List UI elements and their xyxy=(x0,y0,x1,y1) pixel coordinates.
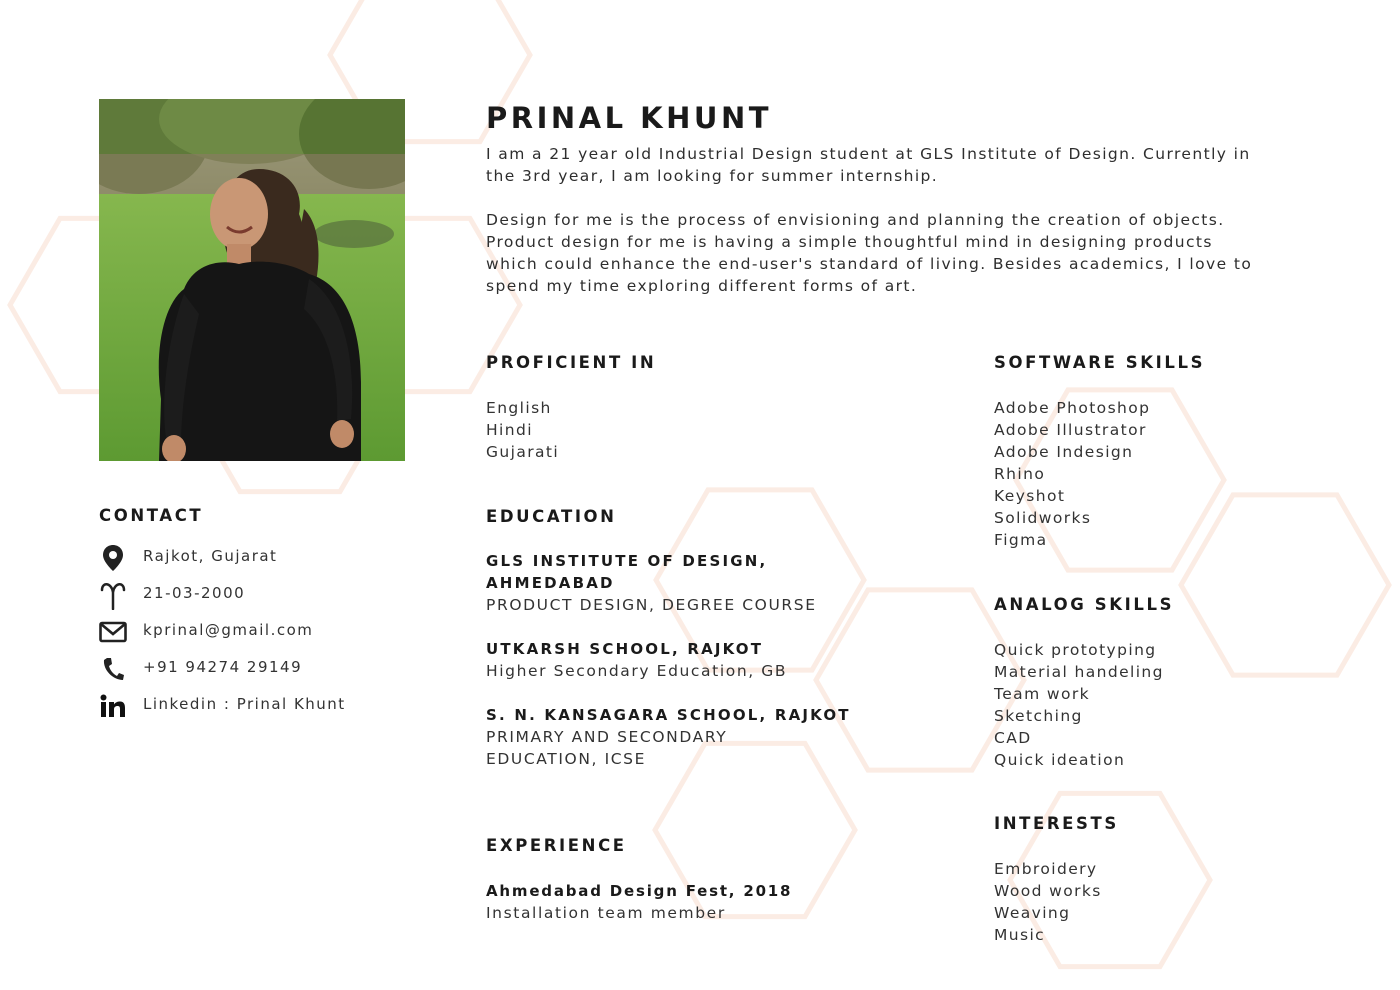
education-detail: Higher Secondary Education, GB xyxy=(486,662,788,680)
contact-email[interactable] xyxy=(99,617,419,647)
list-item: Embroidery xyxy=(994,860,1098,878)
contact-linkedin[interactable] xyxy=(99,691,419,721)
contact-email-text[interactable]: kprinal@gmail.com xyxy=(143,621,314,639)
list-item: Wood works xyxy=(994,882,1102,900)
hexagon-decoration xyxy=(1181,495,1389,675)
education-entry-kansagara xyxy=(486,704,886,770)
list-item: Music xyxy=(994,926,1046,944)
list-item: Adobe Indesign xyxy=(994,443,1134,461)
design-philosophy-paragraph: Design for me is the process of envisioning and planning the creation of objects. Product design for me is having a simple thoughtful mind in designing products which could enhance the end-user's standard of living. Besides academics, I love to spend my time exploring different forms of art. xyxy=(486,211,1253,295)
education-entry-utkarsh xyxy=(486,638,886,682)
list-item: Team work xyxy=(994,685,1091,703)
list-item: Quick ideation xyxy=(994,751,1126,769)
resume-name: PRINAL KHUNT xyxy=(486,101,773,135)
experience-title: EXPERIENCE xyxy=(486,836,627,855)
list-item: Weaving xyxy=(994,904,1071,922)
aries-zodiac-icon xyxy=(99,580,127,610)
experience-event: Ahmedabad Design Fest, 2018 xyxy=(486,882,793,900)
phone-icon xyxy=(99,654,127,684)
profile-photo xyxy=(99,99,405,461)
intro-paragraph: I am a 21 year old Industrial Design student at GLS Institute of Design. Currently in the 3rd year, I am looking for summer internship. xyxy=(486,145,1251,185)
list-item: Hindi xyxy=(486,421,533,439)
education-detail: PRODUCT DESIGN, DEGREE COURSE xyxy=(486,596,817,614)
list-item: Material handeling xyxy=(994,663,1164,681)
mail-icon xyxy=(99,617,127,647)
software-skills-title: SOFTWARE SKILLS xyxy=(994,353,1206,372)
interests-list xyxy=(994,858,1102,946)
list-item: Keyshot xyxy=(994,487,1066,505)
contact-phone[interactable] xyxy=(99,654,419,684)
list-item: Solidworks xyxy=(994,509,1092,527)
analog-skills-list xyxy=(994,639,1164,771)
education-title: EDUCATION xyxy=(486,507,617,526)
list-item: Adobe Photoshop xyxy=(994,399,1151,417)
interests-title: INTERESTS xyxy=(994,814,1119,833)
list-item: Rhino xyxy=(994,465,1046,483)
location-pin-icon xyxy=(99,543,127,573)
education-school-name: UTKARSH SCHOOL, RAJKOT xyxy=(486,640,764,658)
proficient-list xyxy=(486,397,559,463)
experience-entry xyxy=(486,880,886,924)
education-school-name: S. N. KANSAGARA SCHOOL, RAJKOT xyxy=(486,706,851,724)
list-item: Adobe Illustrator xyxy=(994,421,1147,439)
list-item: Figma xyxy=(994,531,1048,549)
education-detail: PRIMARY AND SECONDARY xyxy=(486,728,728,746)
proficient-title: PROFICIENT IN xyxy=(486,353,657,372)
contact-birthdate xyxy=(99,580,419,610)
contact-phone-text[interactable]: +91 94274 29149 xyxy=(143,658,303,676)
linkedin-icon xyxy=(99,691,127,721)
list-item: CAD xyxy=(994,729,1032,747)
experience-role: Installation team member xyxy=(486,904,726,922)
analog-skills-title: ANALOG SKILLS xyxy=(994,595,1175,614)
contact-linkedin-text[interactable]: Linkedin : Prinal Khunt xyxy=(143,695,346,713)
education-entry-gls xyxy=(486,550,886,616)
contact-location-text: Rajkot, Gujarat xyxy=(143,547,278,565)
education-detail: EDUCATION, ICSE xyxy=(486,750,647,768)
list-item: English xyxy=(486,399,552,417)
contact-location xyxy=(99,543,419,573)
list-item: Quick prototyping xyxy=(994,641,1157,659)
education-school-name: GLS INSTITUTE OF DESIGN, xyxy=(486,552,768,570)
education-school-name: AHMEDABAD xyxy=(486,574,615,592)
list-item: Sketching xyxy=(994,707,1083,725)
contact-birthdate-text: 21-03-2000 xyxy=(143,584,246,602)
list-item: Gujarati xyxy=(486,443,560,461)
software-skills-list xyxy=(994,397,1150,551)
contact-title: CONTACT xyxy=(99,506,204,525)
